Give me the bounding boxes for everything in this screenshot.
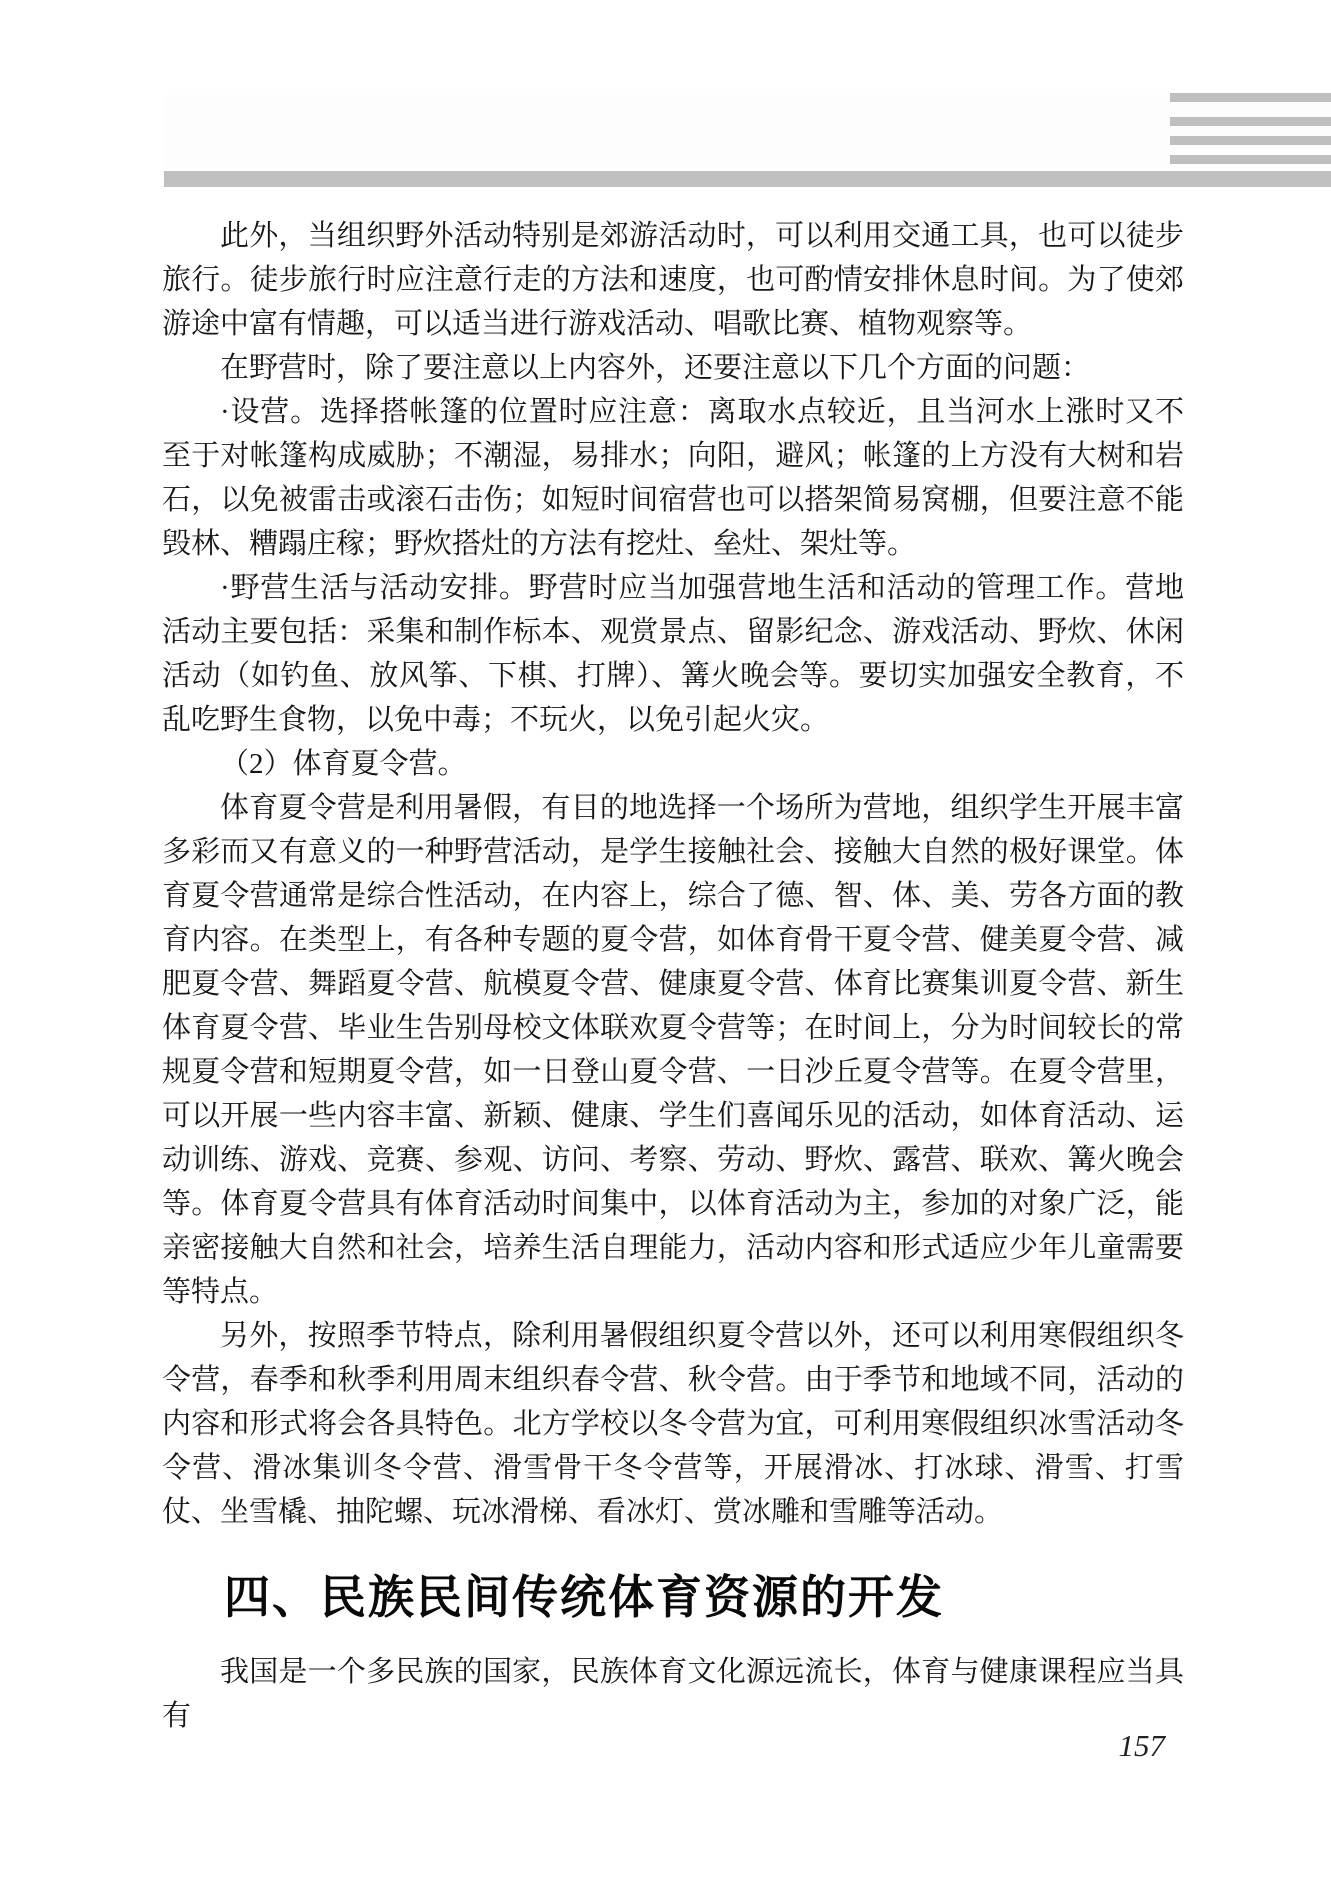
header-rule-bar bbox=[164, 171, 1331, 187]
paragraph: 另外，按照季节特点，除利用暑假组织夏令营以外，还可以利用寒假组织冬令营，春季和秋季利用周末组织春令营、秋令营。由于季节和地域不同，活动的内容和形式将会各具特色。北方学校以冬令营为宜，可利用寒假组织冰雪活动冬令营、滑冰集训冬令营、滑雪骨干冬令营等，开展滑冰、打冰球、滑雪、打雪仗、坐雪橇、抽陀螺、玩冰滑梯、看冰灯、赏冰雕和雪雕等活动。 bbox=[162, 1320, 1184, 1528]
paragraph-subitem-title: （2）体育夏令营。 bbox=[220, 748, 467, 780]
paragraph-bullet-camp-life: ·野营生活与活动安排。野营时应当加强营地生活和活动的管理工作。营地活动主要包括：采集和制作标本、观赏景点、留影纪念、游戏活动、野炊、休闲活动（如钓鱼、放风筝、下棋、打牌）、篝火晚会等。要切实加强安全教育，不乱吃野生食物，以免中毒；不玩火，以免引起火灾。 bbox=[162, 572, 1184, 736]
section-heading: 四、民族民间传统体育资源的开发 bbox=[224, 1572, 944, 1623]
header-stripe-icon bbox=[1170, 93, 1331, 102]
paragraph: 体育夏令营是利用暑假，有目的地选择一个场所为营地，组织学生开展丰富多彩而又有意义的一种野营活动，是学生接触社会、接触大自然的极好课堂。体育夏令营通常是综合性活动，在内容上，综合了德、智、体、美、劳各方面的教育内容。在类型上，有各种专题的夏令营，如体育骨干夏令营、健美夏令营、减肥夏令营、舞蹈夏令营、航模夏令营、健康夏令营、体育比赛集训夏令营、新生体育夏令营、毕业生告别母校文体联欢夏令营等；在时间上，分为时间较长的常规夏令营和短期夏令营，如一日登山夏令营、一日沙丘夏令营等。在夏令营里，可以开展一些内容丰富、新颖、健康、学生们喜闻乐见的活动，如体育活动、运动训练、游戏、竞赛、参观、访问、考察、劳动、野炊、露营、联欢、篝火晚会等。体育夏令营具有体育活动时间集中，以体育活动为主，参加的对象广泛，能亲密接触大自然和社会，培养生活自理能力，活动内容和形式适应少年儿童需要等特点。 bbox=[162, 792, 1184, 1308]
header-stripe-icon bbox=[1170, 117, 1331, 126]
header-stripe-icon bbox=[1170, 136, 1331, 145]
page-number: 157 bbox=[1118, 1728, 1165, 1763]
header-band bbox=[164, 95, 1331, 171]
header-stripe-icon bbox=[1170, 155, 1331, 164]
content-area bbox=[162, 214, 1184, 1738]
paragraph-bullet-camp-setup: ·设营。选择搭帐篷的位置时应注意：离取水点较近，且当河水上涨时又不至于对帐篷构成威胁；不潮湿，易排水；向阳，避风；帐篷的上方没有大树和岩石，以免被雷击或滚石击伤；如短时间宿营也可以搭架简易窝棚，但要注意不能毁林、糟蹋庄稼；野炊搭灶的方法有挖灶、垒灶、架灶等。 bbox=[162, 396, 1184, 560]
paragraph-closing: 我国是一个多民族的国家，民族体育文化源远流长，体育与健康课程应当具有 bbox=[162, 1656, 1184, 1732]
paragraph: 在野营时，除了要注意以上内容外，还要注意以下几个方面的问题： bbox=[220, 352, 1091, 384]
paragraph: 此外，当组织野外活动特别是郊游活动时，可以利用交通工具，也可以徒步旅行。徒步旅行时应注意行走的方法和速度，也可酌情安排休息时间。为了使郊游途中富有情趣，可以适当进行游戏活动、唱歌比赛、植物观察等。 bbox=[162, 220, 1184, 340]
